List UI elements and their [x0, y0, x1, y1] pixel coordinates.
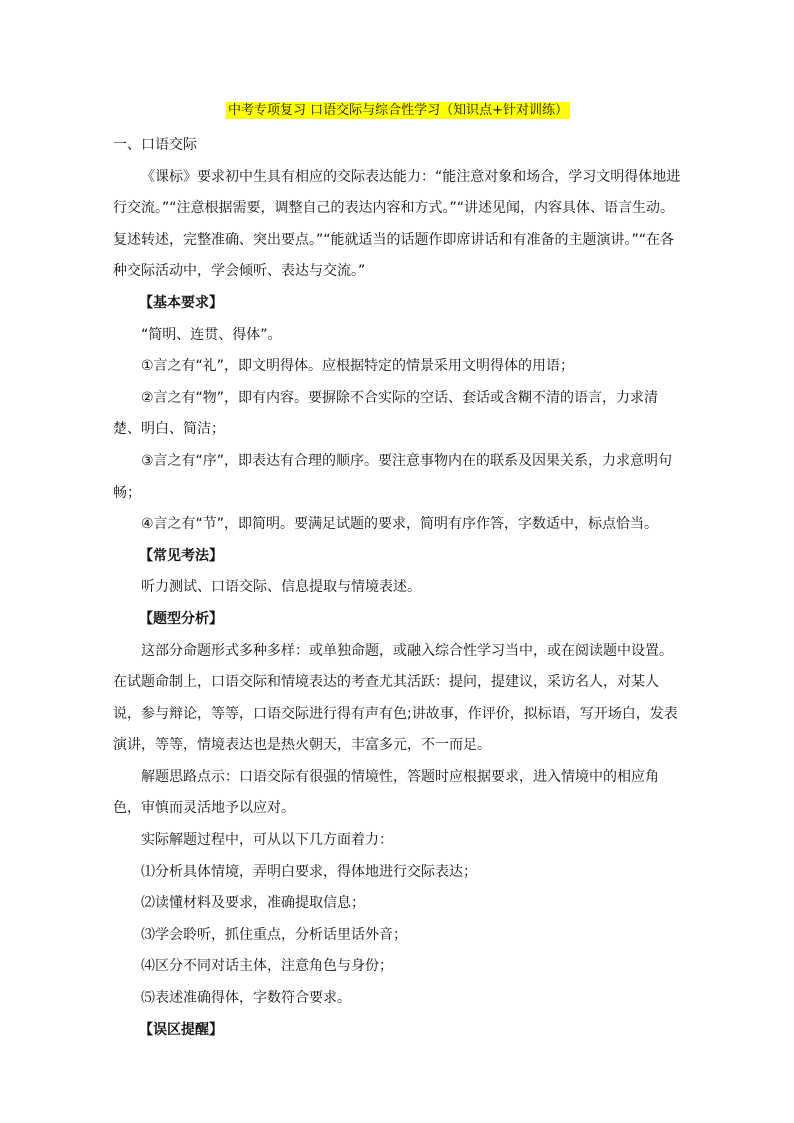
- heading-question-analysis: 【题型分析】: [139, 610, 223, 627]
- basic-summary: “简明、连贯、得体”。: [141, 326, 282, 343]
- intro-paragraph: 《课标》要求初中生具有相应的交际表达能力：“能注意对象和场合，学习文明得体地进行交流。”“注意根据需要，调整自己的表达内容和方式。”“讲述见闻，内容具体、语言生动。复述转述，完整准确、突出要点。”“能就适当的话题作即席讲话和有准备的主题演讲。”“在各种交际活动中，学会倾听、表达与交流。”: [113, 168, 681, 280]
- analysis-step-2: ⑵读懂材料及要求，准确提取信息；: [141, 895, 365, 912]
- analysis-paragraph-1: 这部分命题形式多种多样：或单独命题，或融入综合性学习当中，或在阅读题中设置。在试题命制上，口语交际和情境表达的考查尤其活跃：提问，提建议，采访名人，对某人说，参与辩论，等等，口语交际进行得有声有色;讲故事，作评价，拟标语，写开场白，发表演讲，等等，情境表达也是热火朝天，丰富多元，不一而足。: [113, 642, 678, 754]
- document-body: [113, 100, 683, 1046]
- common-tests-text: 听力测试、口语交际、信息提取与情境表述。: [141, 579, 421, 596]
- basic-item-1: ①言之有“礼”，即文明得体。应根据特定的情景采用文明得体的用语；: [141, 358, 575, 375]
- basic-item-4: ④言之有“节”，即简明。要满足试题的要求，简明有序作答，字数适中，标点恰当。: [141, 516, 659, 533]
- analysis-paragraph-3: 实际解题过程中，可从以下几方面着力：: [141, 832, 393, 849]
- document-title: [113, 100, 683, 122]
- analysis-paragraph-2: 解题思路点示：口语交际有很强的情境性，答题时应根据要求，进入情境中的相应角色，审慎而灵活地予以应对。: [113, 768, 659, 817]
- heading-basic-requirements: 【基本要求】: [139, 294, 223, 311]
- basic-item-3: ③言之有“序”，即表达有合理的顺序。要注意事物内在的联系及因果关系，力求意明句畅；: [113, 452, 673, 501]
- analysis-step-4: ⑷区分不同对话主体，注意角色与身份；: [141, 958, 393, 975]
- heading-common-tests: 【常见考法】: [139, 547, 223, 564]
- basic-item-2: ②言之有“物”，即有内容。要摒除不合实际的空话、套话或含糊不清的语言，力求清楚、明白、简洁；: [113, 389, 659, 438]
- analysis-step-1: ⑴分析具体情境，弄明白要求，得体地进行交际表达；: [141, 863, 477, 880]
- section-heading-oral-communication: 一、口语交际: [113, 137, 197, 153]
- analysis-step-3: ⑶学会聆听，抓住重点，分析话里话外音；: [141, 926, 407, 943]
- title-highlight: 中考专项复习 口语交际与综合性学习（知识点+针对训练）: [227, 103, 569, 118]
- heading-common-mistakes: 【误区提醒】: [139, 1021, 223, 1038]
- analysis-step-5: ⑸表述准确得体，字数符合要求。: [141, 990, 351, 1007]
